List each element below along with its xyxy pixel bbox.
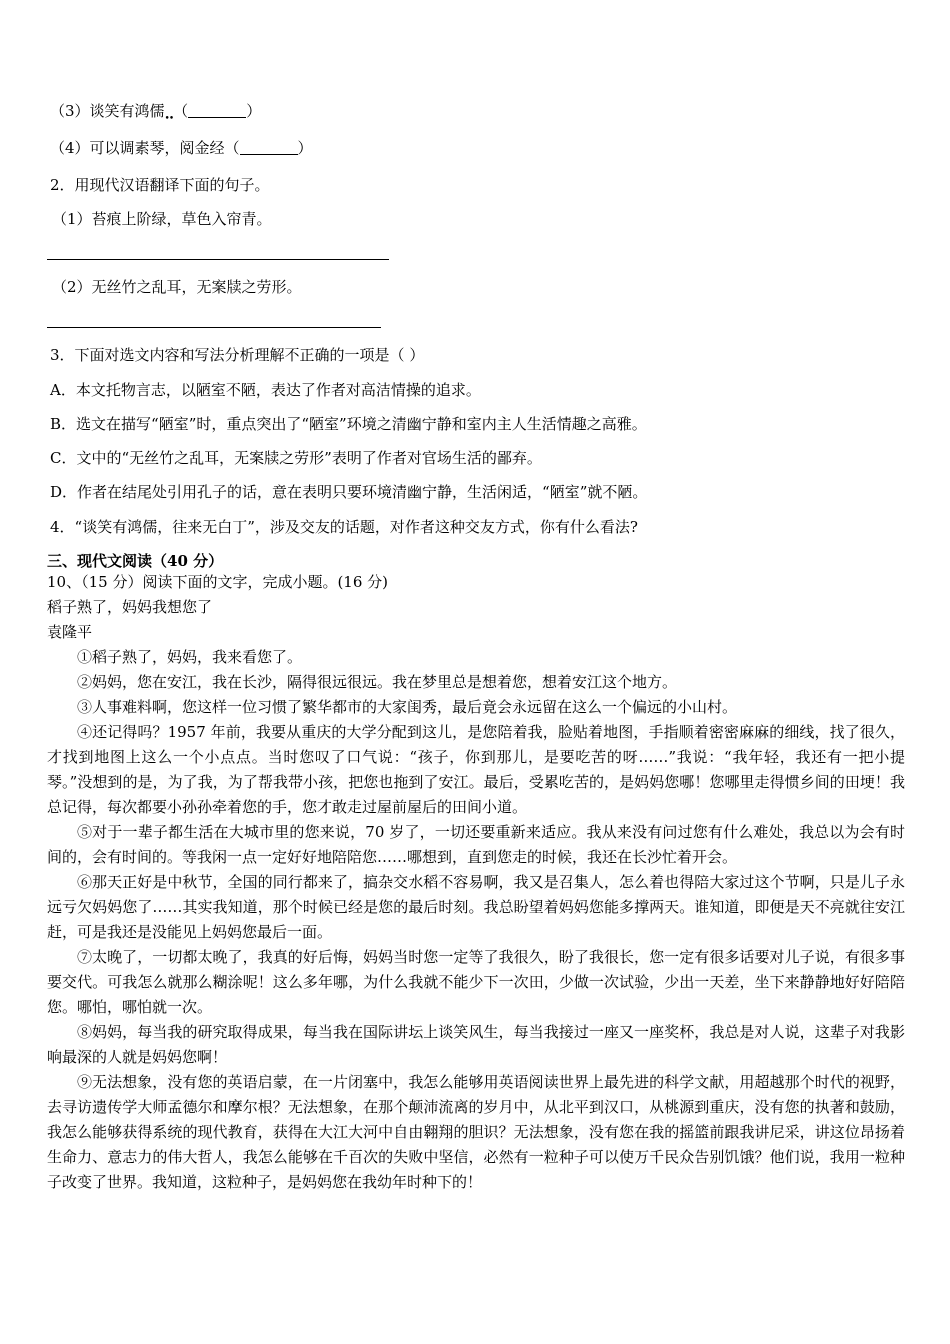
paragraph-8: ⑧妈妈，每当我的研究取得成果，每当我在国际讲坛上谈笑风生，每当我接过一座又一座奖杯，我总是对人说，这辈子对我影响最深的人就是妈妈您啊！: [47, 1023, 905, 1066]
q1-item-4-close: ）: [297, 139, 313, 157]
q1-item-3-close: ）: [246, 102, 262, 120]
q2-sentence-1: （1）苔痕上阶绿，草色入帘青。: [52, 210, 272, 228]
q3-title: 3．下面对选文内容和写法分析理解不正确的一项是（ ）: [50, 346, 425, 364]
paragraph-6: ⑥那天正好是中秋节，全国的同行都来了，搞杂交水稻不容易啊，我又是召集人，怎么着也得陪大家过这个节啊，只是儿子永远亏欠妈妈您了……其实我知道，那个时候已经是您的最后时刻。我总盼望着妈妈您能多撑两天。谁知道，即便是天不亮就往安江赶，可是我还是没能见上妈妈您最后一面。: [47, 873, 905, 941]
q3-option-d: D．作者在结尾处引用孔子的话，意在表明只要环境清幽宁静，生活闲适，“陋室”就不陋。: [50, 483, 648, 501]
q3-option-c: C．文中的“无丝竹之乱耳，无案牍之劳形”表明了作者对官场生活的鄙弃。: [50, 449, 542, 467]
q1-item-3-text: （3）谈笑有鸿儒: [50, 102, 165, 120]
answer-blank[interactable]: [188, 103, 246, 118]
q1-item-3-open: （: [173, 102, 189, 120]
section-heading: 三、现代文阅读（40 分）: [47, 552, 224, 570]
article-author: 袁隆平: [47, 623, 93, 641]
answer-blank[interactable]: [240, 140, 298, 155]
emphasis-dots: ••: [164, 114, 174, 124]
q1-item-3: [50, 101, 261, 124]
q2-title: 2．用现代汉语翻译下面的句子。: [50, 176, 270, 194]
q3-option-a: A．本文托物言志，以陋室不陋，表达了作者对高洁情操的追求。: [50, 381, 481, 399]
article-title: 稻子熟了，妈妈我想您了: [47, 598, 213, 616]
answer-line-2[interactable]: [47, 327, 381, 328]
paragraph-9: ⑨无法想象，没有您的英语启蒙，在一片闭塞中，我怎么能够用英语阅读世界上最先进的科学文献，用超越那个时代的视野，去寻访遗传学大师孟德尔和摩尔根？无法想象，在那个颠沛流离的岁月中，从北平到汉口，从桃源到重庆，没有您的执著和鼓励，我怎么能够获得系统的现代教育，获得在大江大河中自由翱翔的胆识？无法想象，没有您在我的摇篮前跟我讲尼采，讲这位昂扬着生命力、意志力的伟大哲人，我怎么能够在千百次的失败中坚信，必然有一粒种子可以使万千民众告别饥饿？他们说，我用一粒种子改变了世界。我知道，这粒种子，是妈妈您在我幼年时种下的！: [47, 1073, 905, 1191]
q3-option-b: B．选文在描写“陋室”时，重点突出了“陋室”环境之清幽宁静和室内主人生活情趣之高雅。: [50, 415, 647, 433]
q1-item-4-text: （4）可以调素琴，阅金经（: [50, 139, 240, 157]
q4-question: 4．“谈笑有鸿儒，往来无白丁”，涉及交友的话题，对作者这种交友方式，你有什么看法?: [50, 518, 638, 536]
q10-instruction: 10、（15 分）阅读下面的文字，完成小题。(16 分): [47, 573, 389, 591]
paragraph-4: ④还记得吗？1957 年前，我要从重庆的大学分配到这儿，是您陪着我，脸贴着地图，手指顺着密密麻麻的细线，找了很久，才找到地图上这么一个小点点。当时您叹了口气说：“孩子，你到那儿，是要吃苦的呀……”我说：“我年轻，我还有一把小提琴。”没想到的是，为了我，为了帮我带小孩，把您也拖到了安江。最后，受累吃苦的，是妈妈您哪！您哪里走得惯乡间的田埂！我总记得，每次都要小孙孙牵着您的手，您才敢走过屋前屋后的田间小道。: [47, 723, 905, 816]
paragraph-2: ②妈妈，您在安江，我在长沙，隔得很远很远。我在梦里总是想着您，想着安江这个地方。: [77, 673, 678, 691]
answer-line-1[interactable]: [47, 259, 389, 260]
paragraph-3: ③人事难料啊，您这样一位习惯了繁华都市的大家闺秀，最后竟会永远留在这么一个偏远的小山村。: [77, 698, 738, 716]
paragraph-5: ⑤对于一辈子都生活在大城市里的您来说，70 岁了，一切还要重新来适应。我从来没有问过您有什么难处，我总以为会有时间的，会有时间的。等我闲一点一定好好地陪陪您……哪想到，直到您走的时候，我还在长沙忙着开会。: [47, 823, 905, 866]
q1-item-4: [50, 138, 313, 158]
paragraph-7: ⑦太晚了，一切都太晚了，我真的好后悔，妈妈当时您一定等了我很久，盼了我很长，您一定有很多话要对儿子说，有很多事要交代。可我怎么就那么糊涂呢！这么多年哪，为什么我就不能少下一次田，少做一次试验，少出一天差，坐下来静静地好好陪陪您。哪怕，哪怕就一次。: [47, 948, 905, 1016]
q2-sentence-2: （2）无丝竹之乱耳，无案牍之劳形。: [52, 278, 302, 296]
paragraph-1: ①稻子熟了，妈妈，我来看您了。: [77, 648, 303, 666]
